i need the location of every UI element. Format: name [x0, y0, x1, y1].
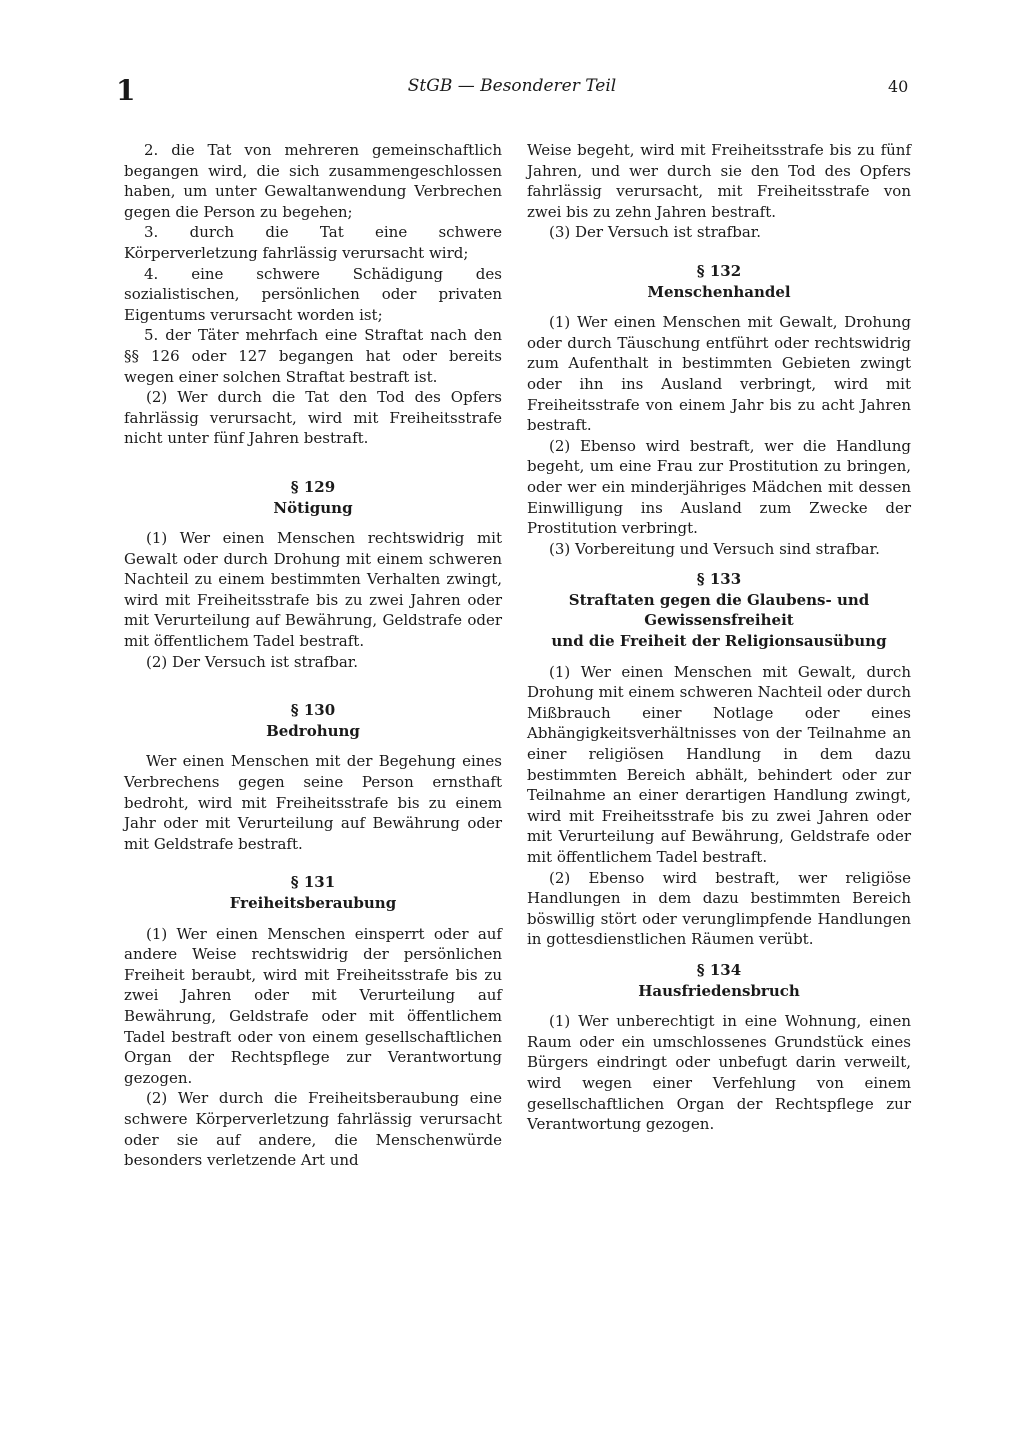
paragraph: (1) Wer einen Menschen einsperrt oder auf andere Weise rechtswidrig der persönlichen Freiheit beraubt, wird mit Freiheitsstrafe bis zu zwei Jahren oder mit Verurteilung auf Bewährung, Geldstrafe oder mit öffentlichem Tadel bestraft oder von einem gesellschaftlichen Organ der Rechtspflege zur Verantwortung gezogen.	[124, 924, 502, 1087]
section-number: § 131	[290, 873, 336, 892]
paragraph: (2) Wer durch die Freiheitsberaubung eine schwere Körperverletzung fahrlässig verursacht oder sie auf andere, die Menschenwürde besonders verletzende Art und	[124, 1089, 502, 1170]
section-title: Nötigung	[273, 498, 353, 517]
section-heading-132	[527, 261, 911, 302]
paragraph: (2) Wer durch die Tat den Tod des Opfers fahrlässig verursacht, wird mit Freiheitsstrafe nicht unter fünf Jahren bestraft.	[124, 388, 502, 448]
section-title: Freiheitsberaubung	[229, 894, 397, 912]
section-title-line: Straftaten gegen die Glaubens- und	[568, 590, 870, 609]
paragraph: (1) Wer einen Menschen mit Gewalt, Drohung oder durch Täuschung entführt oder rechtswidrig zum Aufenthalt in bestimmten Gebieten zwingt oder ihn ins Ausland verbringt, wird mit Freiheitsstrafe von einem Jahr bis zu acht Jahren bestraft.	[527, 313, 911, 435]
section-number: § 133	[696, 570, 742, 589]
paragraph: (1) Wer einen Menschen rechtswidrig mit Gewalt oder durch Drohung mit einem schweren Nachteil zu einem bestimmten Verhalten zwingt, wird mit Freiheitsstrafe bis zu zwei Jahren oder mit Verurteilung auf Bewährung, Geldstrafe oder mit öffentlichem Tadel bestraft.	[124, 529, 502, 651]
right-column	[527, 140, 911, 1135]
section-title: Menschenhandel	[647, 282, 791, 301]
section-title-line: und die Freiheit der Religionsausübung	[551, 632, 887, 651]
paragraph: (1) Wer unberechtigt in eine Wohnung, einen Raum oder ein umschlossenes Grundstück eines Bürgers eindringt oder unbefugt darin verweilt, wird wegen einer Verfehlung von einem gesellschaftlichen Organ der Rechtspflege zur Verantwortung gezogen.	[527, 1012, 911, 1134]
running-header-title: StGB — Besonderer Teil	[407, 76, 617, 96]
section-heading-133	[527, 569, 911, 651]
section-title: Hausfriedensbruch	[638, 981, 800, 1000]
section-heading-131	[124, 872, 502, 913]
paragraph: (3) Der Versuch ist strafbar.	[549, 223, 762, 242]
list-item: 4. eine schwere Schädigung des sozialistischen, persönlichen oder privaten Eigentums verursacht worden ist;	[124, 264, 502, 324]
section-title: Bedrohung	[266, 721, 360, 740]
page-number: 40	[888, 77, 909, 96]
section-number: § 132	[696, 261, 742, 280]
paragraph: Wer einen Menschen mit der Begehung eines Verbrechens gegen seine Person ernsthaft bedroht, wird mit Freiheitsstrafe bis zu einem Jahr oder mit Verurteilung auf Bewährung oder mit Geldstrafe bestraft.	[124, 752, 502, 853]
list-item: 2. die Tat von mehreren gemeinschaftlich begangen wird, die sich zusammengeschlossen haben, um unter Gewaltanwendung Verbrechen gegen die Person zu begehen;	[124, 141, 502, 221]
paragraph: (2) Der Versuch ist strafbar.	[146, 652, 359, 671]
paragraph: Weise begeht, wird mit Freiheitsstrafe bis zu fünf Jahren, und wer durch sie den Tod des Opfers fahrlässig verursacht, mit Freiheitsstrafe von zwei bis zu zehn Jahren bestraft.	[527, 141, 911, 221]
section-number: § 134	[696, 960, 742, 979]
section-number: § 129	[290, 477, 336, 496]
list-item: 5. der Täter mehrfach eine Straftat nach den §§ 126 oder 127 begangen hat oder bereits wegen einer solchen Straftat bestraft ist.	[124, 326, 502, 386]
list-item: 3. durch die Tat eine schwere Körperverletzung fahrlässig verursacht wird;	[124, 223, 502, 262]
paragraph: (1) Wer einen Menschen mit Gewalt, durch Drohung mit einem schweren Nachteil oder durch Mißbrauch einer Notlage oder eines Abhängigkeitsverhältnisses von der Teilnahme an einer religiösen Handlung in dem dazu bestimmten Bereich abhält, behindert oder zur Teilnahme an einer derartigen Handlung zwingt, wird mit Freiheitsstrafe bis zu zwei Jahren oder mit Verurteilung auf Bewährung, Geldstrafe oder mit öffentlichem Tadel bestraft.	[527, 662, 911, 866]
section-title-line: Gewissensfreiheit	[644, 611, 794, 630]
section-heading-134	[527, 960, 911, 1001]
left-column	[124, 140, 502, 1171]
paragraph: (2) Ebenso wird bestraft, wer religiöse Handlungen in dem dazu bestimmten Bereich böswillig stört oder verunglimpfende Handlungen in gottesdienstlichen Räumen verübt.	[527, 868, 911, 949]
paragraph: (3) Vorbereitung und Versuch sind strafbar.	[549, 539, 880, 558]
paragraph: (2) Ebenso wird bestraft, wer die Handlung begeht, um eine Frau zur Prostitution zu bringen, oder wer ein minderjähriges Mädchen mit dessen Einwilligung ins Ausland zum Zwecke der Prostitution verbringt.	[527, 436, 911, 538]
section-heading-129	[124, 477, 502, 518]
section-heading-130	[124, 700, 502, 741]
chapter-number: 1	[116, 74, 136, 107]
section-number: § 130	[290, 701, 336, 720]
